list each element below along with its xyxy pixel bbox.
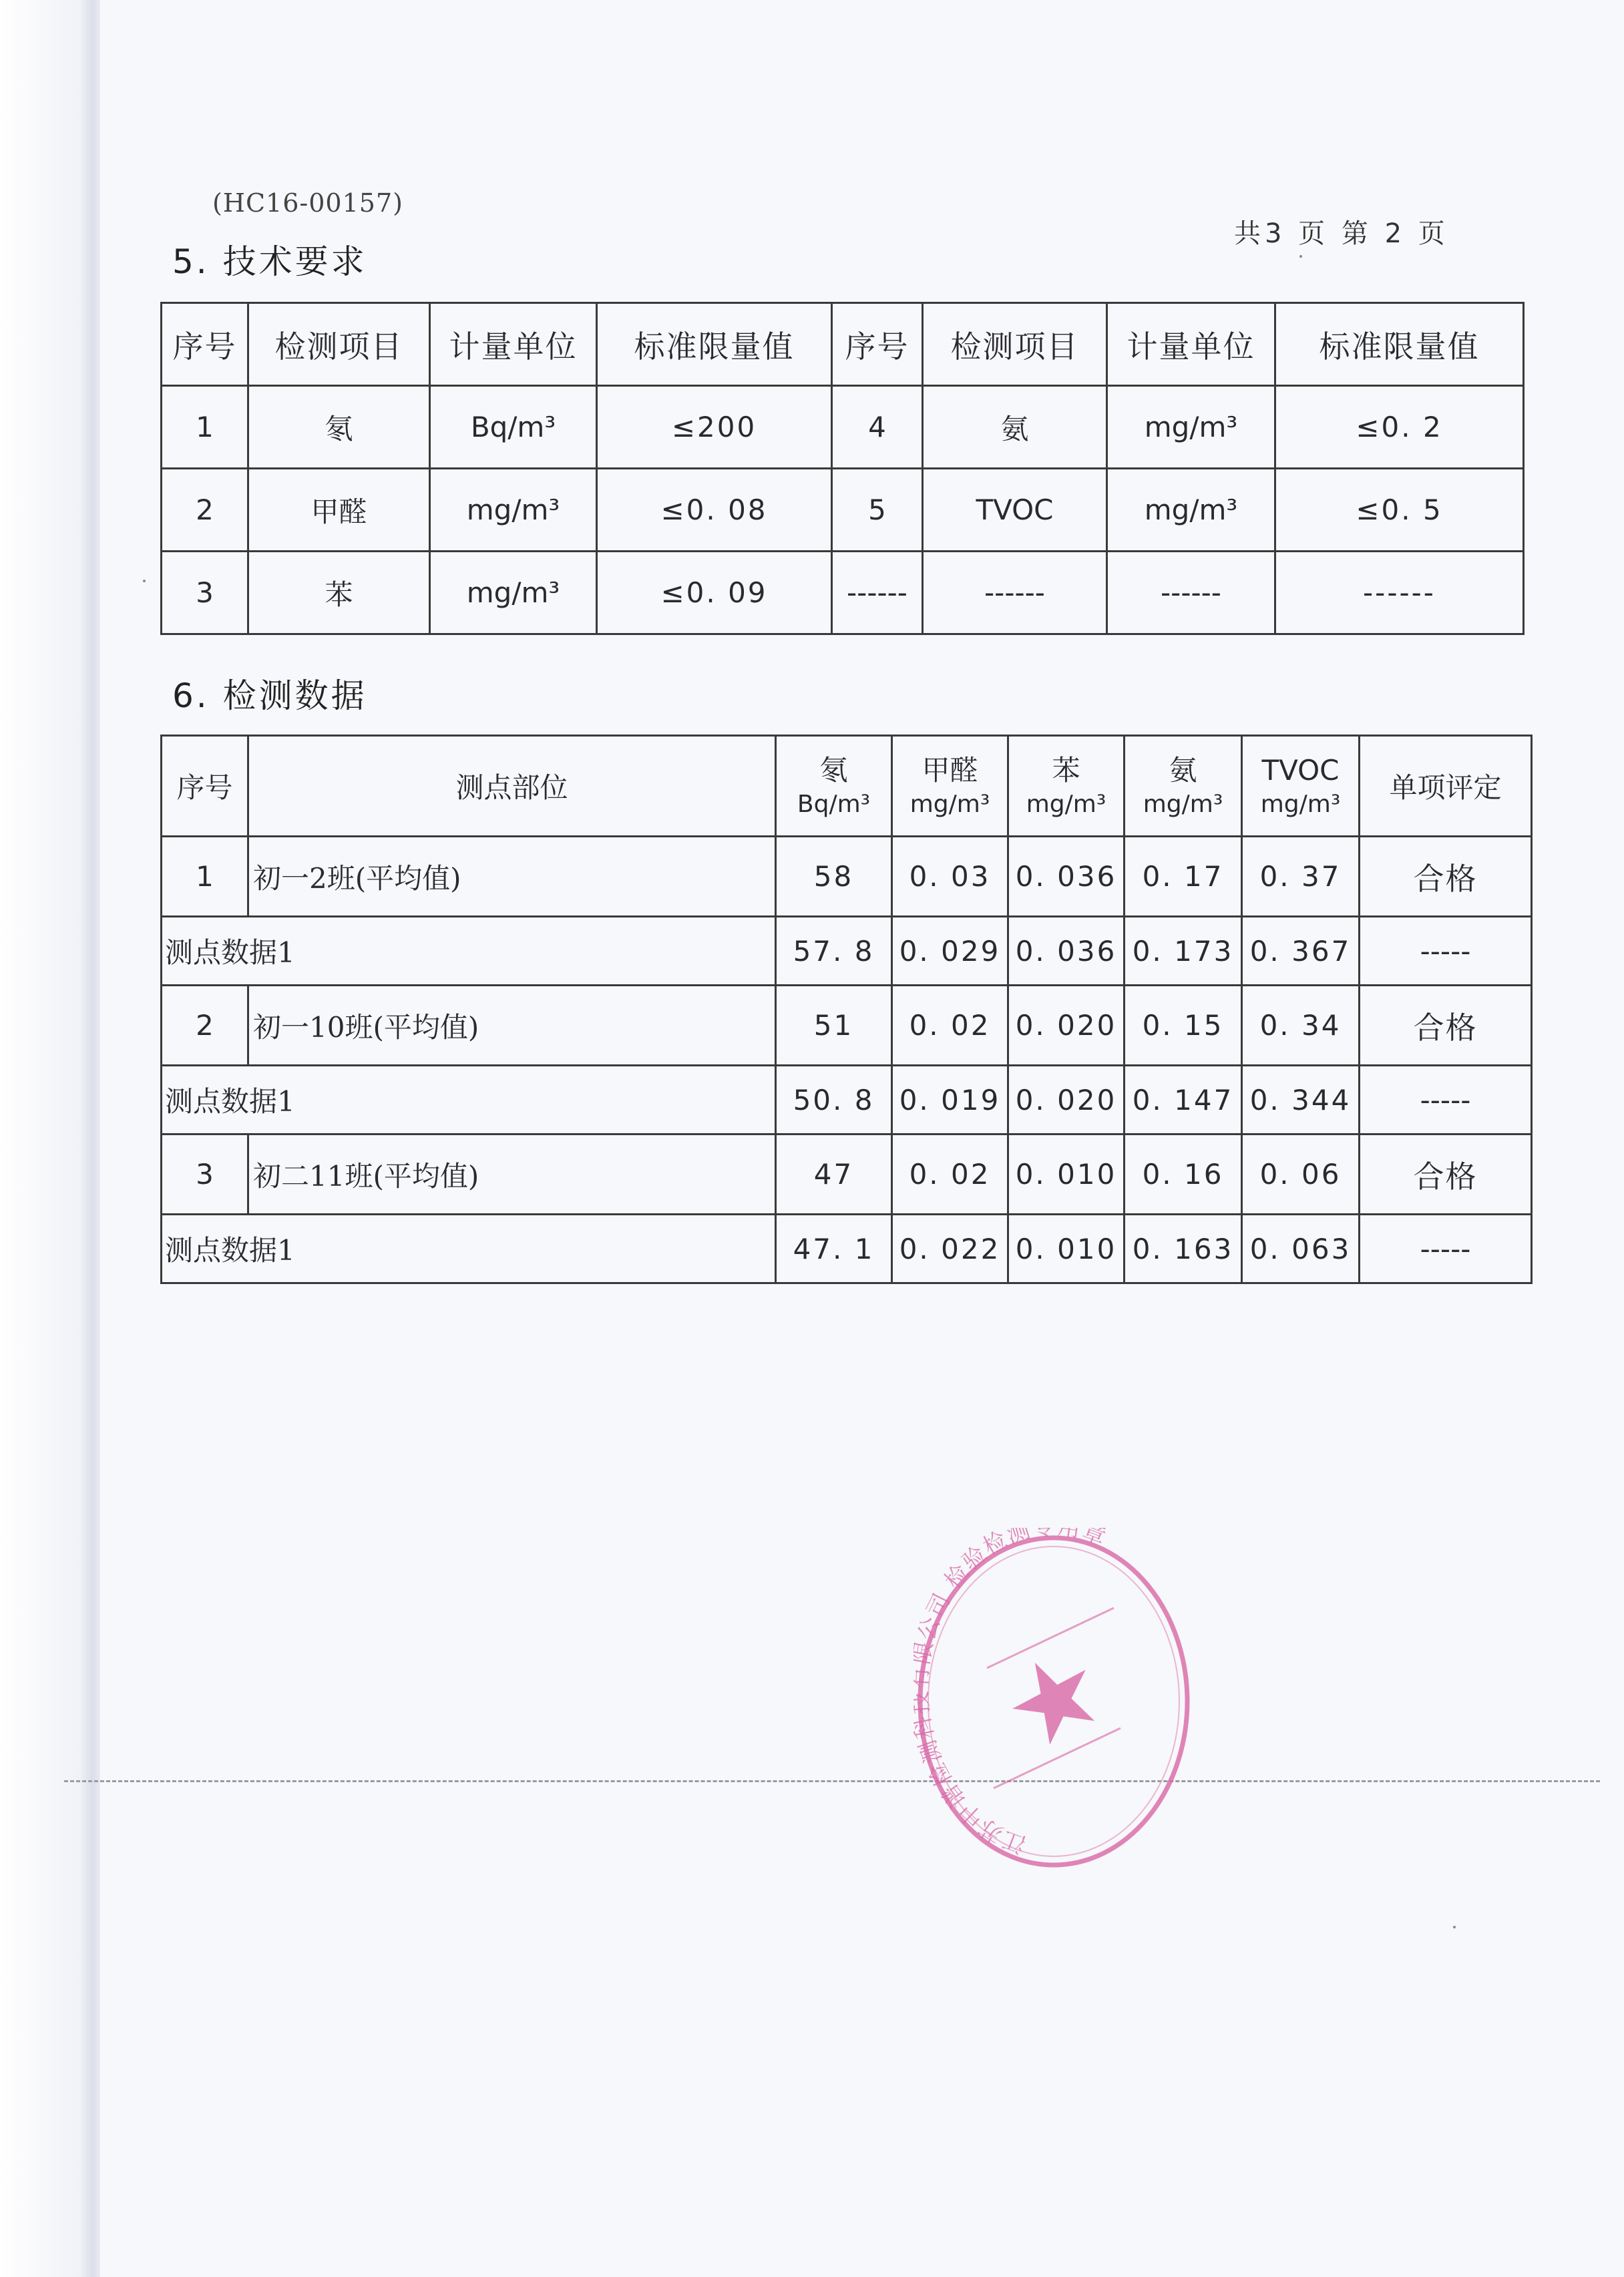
chem-unit: mg/m³: [1143, 791, 1223, 818]
cell-radon: 51: [776, 986, 892, 1066]
cell-point-label: 测点数据1: [162, 1066, 776, 1134]
col-header: 标准限量值: [597, 303, 832, 386]
cell-radon: 47. 1: [776, 1215, 892, 1283]
cell-ammonia: 0. 15: [1125, 986, 1242, 1066]
col-header: 计量单位: [430, 303, 597, 386]
cell-unit: mg/m³: [1107, 386, 1275, 469]
cell-no: 3: [162, 1134, 248, 1215]
cell-point-label: 测点数据1: [162, 1215, 776, 1283]
col-header-radon: [776, 736, 892, 837]
cell-tvoc: 0. 063: [1242, 1215, 1360, 1283]
col-header-benzene: [1008, 736, 1125, 837]
scan-speck: [143, 580, 146, 582]
cell-no: 1: [162, 837, 248, 917]
table-header-row: [162, 303, 1524, 386]
cell-limit: ≤200: [597, 386, 832, 469]
cell-point-label: 测点数据1: [162, 917, 776, 986]
table-header-row: [162, 736, 1532, 837]
col-header-verdict: 单项评定: [1360, 736, 1532, 837]
col-header-formaldehyde: [892, 736, 1008, 837]
cell-limit: ≤0. 5: [1275, 469, 1524, 552]
seal-text: 江苏中谱检测 公司 检验检测 用章: [914, 1528, 1111, 1858]
cell-radon: 58: [776, 837, 892, 917]
cell-formaldehyde: 0. 02: [892, 986, 1008, 1066]
cell-unit: mg/m³: [430, 552, 597, 634]
cell-no: ------: [832, 552, 923, 634]
chem-name: 氨: [1169, 754, 1197, 787]
col-header: 检测项目: [248, 303, 430, 386]
cell-formaldehyde: 0. 022: [892, 1215, 1008, 1283]
col-header: 检测项目: [923, 303, 1107, 386]
table-row-average: [162, 986, 1532, 1066]
cell-location: 初一2班(平均值): [248, 837, 776, 917]
chem-unit: mg/m³: [909, 791, 990, 818]
col-header: 标准限量值: [1275, 303, 1524, 386]
chem-unit: mg/m³: [1026, 791, 1106, 818]
cell-tvoc: 0. 34: [1242, 986, 1360, 1066]
cell-formaldehyde: 0. 03: [892, 837, 1008, 917]
col-header-tvoc: [1242, 736, 1360, 837]
scan-speck: [1299, 255, 1302, 258]
chem-name: 苯: [1052, 754, 1080, 787]
technical-requirements-table: [160, 302, 1525, 635]
table-row-point: [162, 1066, 1532, 1134]
cell-formaldehyde: 0. 019: [892, 1066, 1008, 1134]
table-row: [162, 386, 1524, 469]
col-header-location: 测点部位: [248, 736, 776, 837]
col-header: 序号: [832, 303, 923, 386]
cell-formaldehyde: 0. 029: [892, 917, 1008, 986]
cell-benzene: 0. 020: [1008, 986, 1125, 1066]
cell-location: 初一10班(平均值): [248, 986, 776, 1066]
chem-name: 甲醛: [922, 754, 978, 787]
cell-no: 2: [162, 469, 248, 552]
official-seal: [914, 1528, 1194, 1875]
cell-formaldehyde: 0. 02: [892, 1134, 1008, 1215]
col-header-no: 序号: [162, 736, 248, 837]
cell-no: 4: [832, 386, 923, 469]
cell-ammonia: 0. 173: [1125, 917, 1242, 986]
document-id: (HC16-00157): [212, 188, 403, 218]
col-header: 计量单位: [1107, 303, 1275, 386]
chem-name: TVOC: [1261, 754, 1340, 787]
cell-unit: mg/m³: [430, 469, 597, 552]
cell-ammonia: 0. 147: [1125, 1066, 1242, 1134]
section-5-title: 5. 技术要求: [172, 242, 367, 281]
cell-tvoc: 0. 06: [1242, 1134, 1360, 1215]
cell-radon: 50. 8: [776, 1066, 892, 1134]
cell-unit: ------: [1107, 552, 1275, 634]
chem-unit: Bq/m³: [797, 791, 871, 818]
test-data-table: [160, 735, 1533, 1284]
cell-ammonia: 0. 16: [1125, 1134, 1242, 1215]
cell-no: 1: [162, 386, 248, 469]
svg-text:江苏中谱检测科技有限公司 检验检测专用章: [914, 1528, 1110, 1858]
chem-unit: mg/m³: [1260, 791, 1341, 818]
cell-tvoc: 0. 344: [1242, 1066, 1360, 1134]
col-header: 序号: [162, 303, 248, 386]
cell-limit: ------: [1275, 552, 1524, 634]
cell-benzene: 0. 036: [1008, 837, 1125, 917]
table-row-average: [162, 1134, 1532, 1215]
cell-verdict: -----: [1360, 1066, 1532, 1134]
cell-tvoc: 0. 37: [1242, 837, 1360, 917]
cell-verdict: -----: [1360, 1215, 1532, 1283]
cell-unit: Bq/m³: [430, 386, 597, 469]
cell-ammonia: 0. 17: [1125, 837, 1242, 917]
scan-speck: [1453, 1926, 1456, 1928]
cell-location: 初二11班(平均值): [248, 1134, 776, 1215]
cell-item: TVOC: [923, 469, 1107, 552]
table-row-average: [162, 837, 1532, 917]
cell-verdict: 合格: [1360, 1134, 1532, 1215]
cell-verdict: 合格: [1360, 986, 1532, 1066]
chem-name: 氡: [819, 754, 848, 787]
binding-edge: [0, 0, 100, 2277]
cell-benzene: 0. 010: [1008, 1134, 1125, 1215]
cell-radon: 57. 8: [776, 917, 892, 986]
cell-radon: 47: [776, 1134, 892, 1215]
cell-verdict: -----: [1360, 917, 1532, 986]
section-6-title: 6. 检测数据: [172, 676, 367, 715]
cell-limit: ≤0. 09: [597, 552, 832, 634]
cell-item: 氡: [248, 386, 430, 469]
cell-verdict: 合格: [1360, 837, 1532, 917]
table-row: [162, 552, 1524, 634]
perforation-line: [64, 1780, 1600, 1782]
cell-item: ------: [923, 552, 1107, 634]
cell-item: 苯: [248, 552, 430, 634]
seal-icon: [914, 1528, 1194, 1875]
col-header-ammonia: [1125, 736, 1242, 837]
table-row-point: [162, 917, 1532, 986]
cell-tvoc: 0. 367: [1242, 917, 1360, 986]
cell-benzene: 0. 010: [1008, 1215, 1125, 1283]
table-row-point: [162, 1215, 1532, 1283]
cell-item: 氨: [923, 386, 1107, 469]
cell-item: 甲醛: [248, 469, 430, 552]
page-indicator: 共3 页 第 2 页: [1234, 218, 1449, 249]
cell-benzene: 0. 036: [1008, 917, 1125, 986]
cell-no: 2: [162, 986, 248, 1066]
cell-unit: mg/m³: [1107, 469, 1275, 552]
cell-benzene: 0. 020: [1008, 1066, 1125, 1134]
cell-ammonia: 0. 163: [1125, 1215, 1242, 1283]
cell-limit: ≤0. 08: [597, 469, 832, 552]
table-row: [162, 469, 1524, 552]
cell-no: 3: [162, 552, 248, 634]
cell-limit: ≤0. 2: [1275, 386, 1524, 469]
cell-no: 5: [832, 469, 923, 552]
